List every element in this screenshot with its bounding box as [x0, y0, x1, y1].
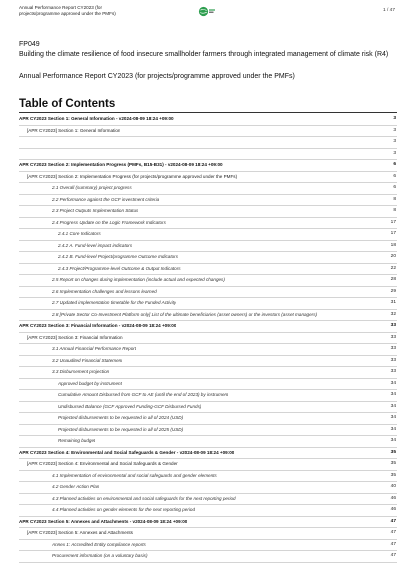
toc-entry-text: 4.4 Planned activities on gender elements for the next reporting period: [52, 507, 196, 512]
toc-entry-page: 18: [390, 242, 396, 248]
toc-heading: Table of Contents: [19, 98, 116, 110]
toc-entry[interactable]: [19, 550, 397, 563]
running-header-line-2: projects/programme approved under the PMFs): [19, 11, 116, 16]
toc-entry-text: 2.2 Performance against the GCF investment criteria: [52, 196, 160, 202]
toc-entry-text: APR CY2023 Section 2: Implementation Progress (PMFs, B15-B31) - v2024-08-09 18:24 +09:00: [19, 162, 223, 167]
toc-entry-page: 6: [393, 173, 396, 179]
toc-entry-page: 46: [390, 495, 396, 501]
toc-entry-text: Undisbursed Balance (GCF Approved Funding-GCF Disbursed Funds): [58, 403, 202, 409]
toc-entry-page: 8: [393, 208, 396, 213]
toc-entry-page: 33: [390, 369, 396, 374]
toc-entry-page: 35: [390, 461, 396, 466]
report-title: Annual Performance Report CY2023 (for projects/programme approved under the PMFs): [19, 73, 295, 80]
toc-entry-text: Remaining budget: [58, 438, 96, 443]
toc-entry-page: 17: [390, 219, 396, 225]
toc-entry-text: 2.8 [Private Sector Co-Investment Platform only] List of the ultimate beneficiaries (asset owners) or the investors (asset managers): [52, 311, 318, 317]
toc-entry-page: 34: [390, 438, 396, 443]
toc-entry-text: [APR CY2023] Section 4: Environmental and Social Safeguards & Gender: [27, 461, 178, 466]
toc-entry-page: 33: [390, 323, 396, 328]
toc-entry-page: 3: [393, 116, 396, 121]
toc-entry-text: [APR CY2023] Section 2: Implementation Progress (for projects/programme approved under the PMFs): [27, 173, 238, 179]
toc-entry-text: APR CY2023 Section 5: Annexes and Attachments - v2024-08-09 18:24 +09:00: [19, 518, 188, 524]
toc-entry-text: 2.3 Project Outputs Implementation Status: [52, 208, 139, 213]
toc-entry-page: 32: [390, 311, 396, 317]
toc-entry-page: 33: [390, 346, 396, 351]
toc-entry-page: 22: [390, 265, 396, 271]
toc-entry-text: 3.2 Unaudited Financial Statement: [52, 357, 123, 363]
toc-entry-page: 8: [393, 196, 396, 202]
toc-entry-text: Procurement information (on a voluntary basis): [52, 553, 148, 558]
toc-entry-text: Projected disbursements to be requested in all of 2025 (USD): [58, 426, 184, 432]
toc-entry-page: 34: [390, 392, 396, 397]
toc-entry-text: [APR CY2023] Section 3: Financial Information: [27, 334, 123, 340]
toc-entry-page: 6: [393, 185, 396, 190]
toc-entry-text: 2.4 Progress Update on the Logic Framework Indicators: [52, 219, 166, 225]
toc-entry-text: 3.3 Disbursement projection: [52, 369, 110, 374]
toc-entry-page: 29: [390, 288, 396, 294]
toc-entry-text: [APR CY2023] Section 1: General Information: [27, 127, 121, 133]
toc-entry-text: 2.1 Overall (summary) project progress: [52, 185, 132, 190]
toc-entry-page: 33: [390, 334, 396, 340]
toc-entry-page: 33: [390, 357, 396, 363]
toc-entry-page: 3: [393, 150, 396, 156]
toc-entry-page: 46: [390, 507, 396, 512]
toc-entry-page: 34: [390, 403, 396, 409]
toc-entry-text: 2.4.1 Core Indicators: [58, 231, 101, 236]
toc-entry-text: 2.6 Implementation challenges and lessons learned: [52, 288, 157, 294]
fp-code: FP049: [19, 41, 40, 48]
toc-entry-page: 47: [390, 518, 396, 524]
green-fund-globe-logo-icon: [198, 6, 216, 17]
toc-entry-text: 2.5 Report on changes during implementation (include actual and expected changes): [52, 277, 225, 282]
toc-entry-text: Annex 1: Accredited Entity compliance reports: [52, 541, 146, 547]
toc-entry-page: 17: [390, 231, 396, 236]
toc-entry-text: 2.4.2 B. Fund-level Project/programme Outcome Indicators: [58, 254, 179, 259]
toc-entry-page: 28: [390, 277, 396, 282]
page-indicator: 1 / 47: [382, 8, 395, 13]
toc-entry-text: 4.1 Implementation of environmental and social safeguards and gender elements: [52, 472, 217, 478]
toc-entry-page: 3: [393, 139, 396, 144]
toc-entry-text: Projected disbursements to be requested in all of 2024 (USD): [58, 415, 184, 420]
project-title: Building the climate resilience of food insecure smallholder farmers through integrated management of climate risk (R4): [19, 51, 389, 58]
toc-entry-page: 6: [393, 162, 396, 167]
toc-entry-text: 2.4.3 Project/Programme-level Outcome & Output Indicators: [58, 265, 181, 271]
toc-entry-text: APR CY2023 Section 1: General Information - v2024-08-09 18:24 +09:00: [19, 116, 174, 121]
toc-entry-page: 47: [390, 541, 396, 547]
toc-entry-page: 35: [390, 472, 396, 478]
running-header-title: [19, 5, 159, 17]
toc-entry-page: 3: [393, 127, 396, 133]
toc-entry-page: 34: [390, 426, 396, 432]
toc-entry-page: 34: [390, 380, 396, 386]
toc-entry-text: APR CY2023 Section 3: Financial Information - v2024-08-09 18:24 +09:00: [19, 323, 177, 328]
toc-entry-text: Cumulative Amount Disbursed from GCF to AE (until the end of 2023) by instrument: [58, 392, 229, 397]
toc-entry-text: APR CY2023 Section 4: Environmental and Social Safeguards & Gender - v2024-08-09 18:24 +09:00: [19, 449, 235, 455]
toc-entry-text: Approved budget by instrument: [58, 380, 122, 386]
toc-entry-page: 20: [390, 254, 396, 259]
toc-entry-page: 40: [390, 484, 396, 489]
running-header-line-1: Annual Performance Report CY2023 (for: [19, 5, 102, 10]
toc-entry-page: 34: [390, 415, 396, 420]
toc-entry-page: 47: [390, 553, 396, 558]
toc-entry-text: 3.1 Annual Financial Performance Report: [52, 346, 137, 351]
toc-entry-text: 2.7 Updated implementation timetable for the Funded Activity: [52, 300, 177, 305]
toc-entry-text: 4.3 Planned activities on environmental and social safeguards for the next reporting period: [52, 495, 236, 501]
toc-entry-page: 35: [390, 449, 396, 455]
toc-entry-page: 31: [390, 300, 396, 305]
toc-entry-text: [APR CY2023] Section 5: Annexes and Attachments: [27, 530, 133, 535]
toc-entry-page: 47: [390, 530, 396, 535]
toc-entry-text: 2.4.2 A. Fund-level impact indicators: [58, 242, 133, 248]
toc-entry-text: 4.2 Gender Action Plan: [52, 484, 100, 489]
